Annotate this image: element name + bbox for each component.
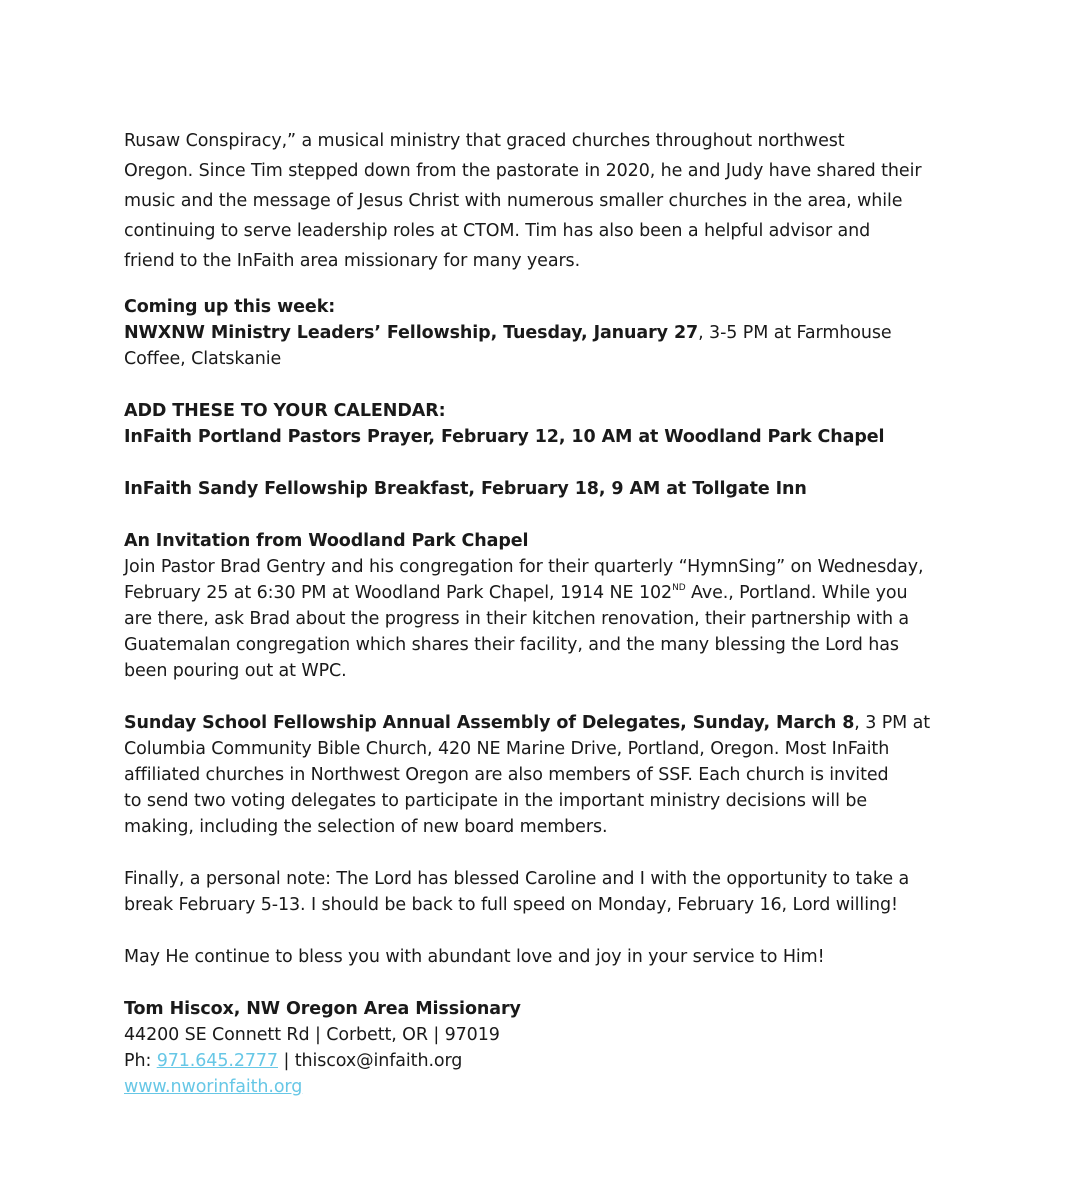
calendar-item-pastors-prayer: InFaith Portland Pastors Prayer, February 12, 10 AM at Woodland Park Chapel bbox=[124, 427, 885, 447]
phone-link[interactable]: 971.645.2777 bbox=[156, 1051, 278, 1071]
signature-contact bbox=[124, 1048, 970, 1074]
signature-name: Tom Hiscox, NW Oregon Area Missionary bbox=[124, 999, 521, 1019]
invitation-text: Ave., Portland. While you bbox=[685, 583, 908, 603]
personal-note-line: break February 5-13. I should be back to full speed on Monday, February 16, Lord willing! bbox=[124, 895, 898, 915]
document-page bbox=[124, 126, 970, 1100]
ssf-line: making, including the selection of new board members. bbox=[124, 817, 608, 837]
blessing-line: May He continue to bless you with abundant love and joy in your service to Him! bbox=[124, 947, 825, 967]
invitation-text: February 25 at 6:30 PM at Woodland Park Chapel, 1914 NE 102 bbox=[124, 583, 673, 603]
ssf-line: affiliated churches in Northwest Oregon are also members of SSF. Each church is invited bbox=[124, 765, 889, 785]
invitation-line: Guatemalan congregation which shares their facility, and the many blessing the Lord has bbox=[124, 635, 899, 655]
intro-line: music and the message of Jesus Christ with numerous smaller churches in the area, while bbox=[124, 191, 903, 211]
ordinal-suffix: ND bbox=[672, 583, 686, 593]
ssf-time: , 3 PM at bbox=[854, 713, 931, 733]
coming-up-heading: Coming up this week: bbox=[124, 297, 336, 317]
ssf-line: to send two voting delegates to participate in the important ministry decisions will be bbox=[124, 791, 868, 811]
ssf-title: Sunday School Fellowship Annual Assembly of Delegates, Sunday, March 8 bbox=[124, 713, 855, 733]
phone-label: Ph: bbox=[124, 1051, 157, 1071]
event-details: , 3-5 PM at Farmhouse bbox=[698, 323, 892, 343]
ssf-line: Columbia Community Bible Church, 420 NE Marine Drive, Portland, Oregon. Most InFaith bbox=[124, 739, 890, 759]
ministry-fellowship-event bbox=[124, 320, 970, 346]
event-title: NWXNW Ministry Leaders’ Fellowship, Tuesday, January 27 bbox=[124, 323, 699, 343]
invitation-line bbox=[124, 580, 970, 606]
personal-note-line: Finally, a personal note: The Lord has blessed Caroline and I with the opportunity to take a bbox=[124, 869, 910, 889]
calendar-item-sandy-breakfast: InFaith Sandy Fellowship Breakfast, February 18, 9 AM at Tollgate Inn bbox=[124, 479, 807, 499]
event-location: Coffee, Clatskanie bbox=[124, 349, 282, 369]
intro-paragraph bbox=[124, 126, 970, 276]
intro-line: Oregon. Since Tim stepped down from the pastorate in 2020, he and Judy have shared their bbox=[124, 161, 922, 181]
email-text: | thiscox@infaith.org bbox=[277, 1051, 463, 1071]
invitation-heading: An Invitation from Woodland Park Chapel bbox=[124, 531, 529, 551]
intro-line: friend to the InFaith area missionary for many years. bbox=[124, 251, 581, 271]
invitation-line: been pouring out at WPC. bbox=[124, 661, 347, 681]
ssf-assembly-line bbox=[124, 710, 970, 736]
signature-address: 44200 SE Connett Rd | Corbett, OR | 97019 bbox=[124, 1025, 500, 1045]
intro-line: Rusaw Conspiracy,” a musical ministry that graced churches throughout northwest bbox=[124, 131, 845, 151]
invitation-line: are there, ask Brad about the progress in their kitchen renovation, their partnership with a bbox=[124, 609, 910, 629]
coming-up-section bbox=[124, 294, 970, 1100]
invitation-line: Join Pastor Brad Gentry and his congregation for their quarterly “HymnSing” on Wednesday, bbox=[124, 557, 924, 577]
website-link[interactable]: www.nworinfaith.org bbox=[124, 1077, 303, 1097]
intro-line: continuing to serve leadership roles at CTOM. Tim has also been a helpful advisor and bbox=[124, 221, 871, 241]
calendar-heading: ADD THESE TO YOUR CALENDAR: bbox=[124, 401, 446, 421]
